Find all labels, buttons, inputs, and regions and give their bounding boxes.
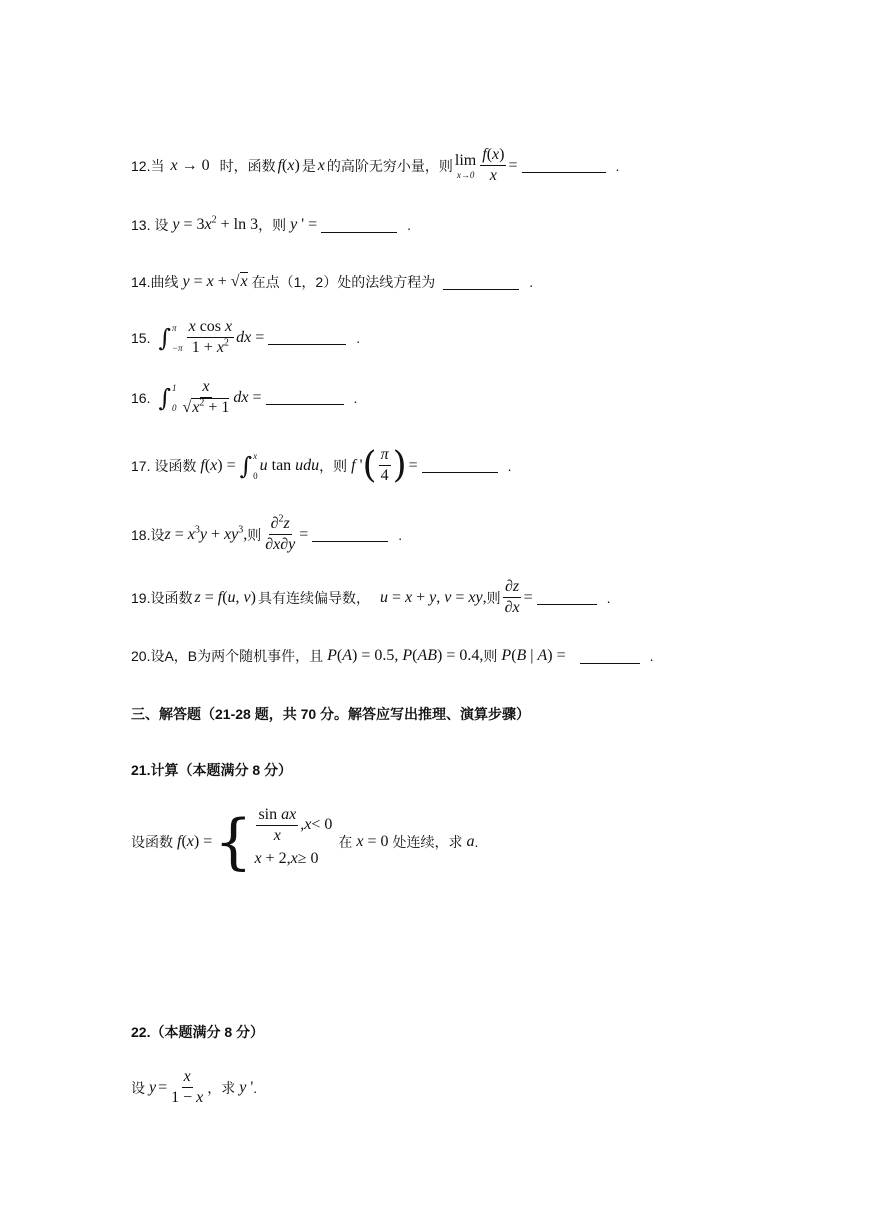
question-14: 14.曲线 y = x + √x 在点（1，2）处的法线方程为 . [131,273,534,290]
q19-substitution: u = x + y, v = xy, [379,588,487,606]
integral-sign: ∫ [158,323,171,352]
q14-curve: y = x + √x [182,273,248,290]
question-21-title: 21.计算（本题满分 8 分） [131,762,293,778]
question-19: 19.设函数 z = f(u, v) 具有连续偏导数， u = x + y, v = xy, 则 $\frac{\partial z}{\partial x}$ = . [131,578,611,616]
q20-answer-blank[interactable] [580,649,640,664]
question-12: 12. 当 x → 0 时，函数 f(x) 是 x 的高阶无穷小量，则 lim x→0 $\frac{f(x)}{x}$ = . [131,146,620,184]
q17-integrand: u tan udu [259,456,320,474]
q18-answer-blank[interactable] [312,527,388,542]
question-13: 13. 设 $y = 3x^2 + \ln 3$ ，则 y ' = . [131,214,411,233]
case-2: x + 2, x ≥ 0 [254,850,319,867]
q15-answer-blank[interactable] [268,330,346,345]
q15-integrand: $\frac{\text{x cos x}}{1 + x^2}$ [188,318,233,356]
q16-integrand: $\frac{x}{√x^2 + 1}$ [182,378,230,416]
question-17: 17. 设函数 f(x) = ∫ x 0 u tan udu ，则 f ' ( $\frac{\pi}{4}$ ) = . [131,444,512,486]
question-22-title: 22.（本题满分 8 分） [131,1024,265,1040]
integral-sign: ∫ [239,451,253,480]
q13-equation: $y = 3x^2 + \ln 3$ [172,214,259,233]
piecewise-cases [254,805,333,876]
q13-answer-blank[interactable] [321,218,397,233]
q12-number: 12. [131,157,151,174]
integral-sign: ∫ [158,383,171,412]
q17-answer-blank[interactable] [422,458,498,473]
question-16: 16. ∫ 1 0 $\frac{x}{√x^2 + 1}$ dx = . [131,378,358,416]
question-18: 18.设 $z = x^3y + xy^3$, 则 $\frac{\partial^2z}{\partial x\partial y}$ = . [131,513,403,553]
q18-partial-derivative: $\frac{\partial^2z}{\partial x\partial y}$ [265,513,296,553]
case-1: $\frac{\text{sin ax}}{x}$ , x < 0 [258,805,333,844]
q19-partial-derivative: $\frac{\partial z}{\partial x}$ [504,578,520,616]
question-21: 设函数 f(x) = { $\frac{\text{sin ax}}{x}$ , x < 0 x + 2, x ≥ 0 在 x = 0 处连续，求 a . [131,805,479,877]
q17-argument: $\frac{\pi}{4}$ [380,446,389,484]
section-heading: 三、解答题（21-28 题，共 70 分。解答应写出推理、演算步骤） [131,706,531,722]
q19-answer-blank[interactable] [537,590,597,605]
q12-limit-condition: x → 0 [170,156,210,174]
question-20: 20.设A，B为两个随机事件，且 P(A) = 0.5, P(AB) = 0.4, 则 P(B | A) = . [131,647,654,664]
piecewise-brace: { [214,807,253,877]
q22-fraction: $\frac{x}{1 - x}$ [171,1068,204,1106]
question-22: 设 y = $\frac{x}{1 - x}$ ，求 y ' . [131,1068,258,1106]
q20-probabilities: P(A) = 0.5, P(AB) = 0.4, [327,647,484,664]
q14-answer-blank[interactable] [443,275,519,290]
q18-function: $z = x^3y + xy^3$, [164,524,248,543]
q12-lim: lim x→0 [454,151,477,180]
question-15: 15. ∫ π −π $\frac{\text{x cos x}}{1 + x^2}$ dx = . [131,318,361,356]
q12-fraction: $\frac{f(x)}{x}$ [482,146,505,184]
q12-answer-blank[interactable] [522,158,606,173]
q16-answer-blank[interactable] [266,390,344,405]
